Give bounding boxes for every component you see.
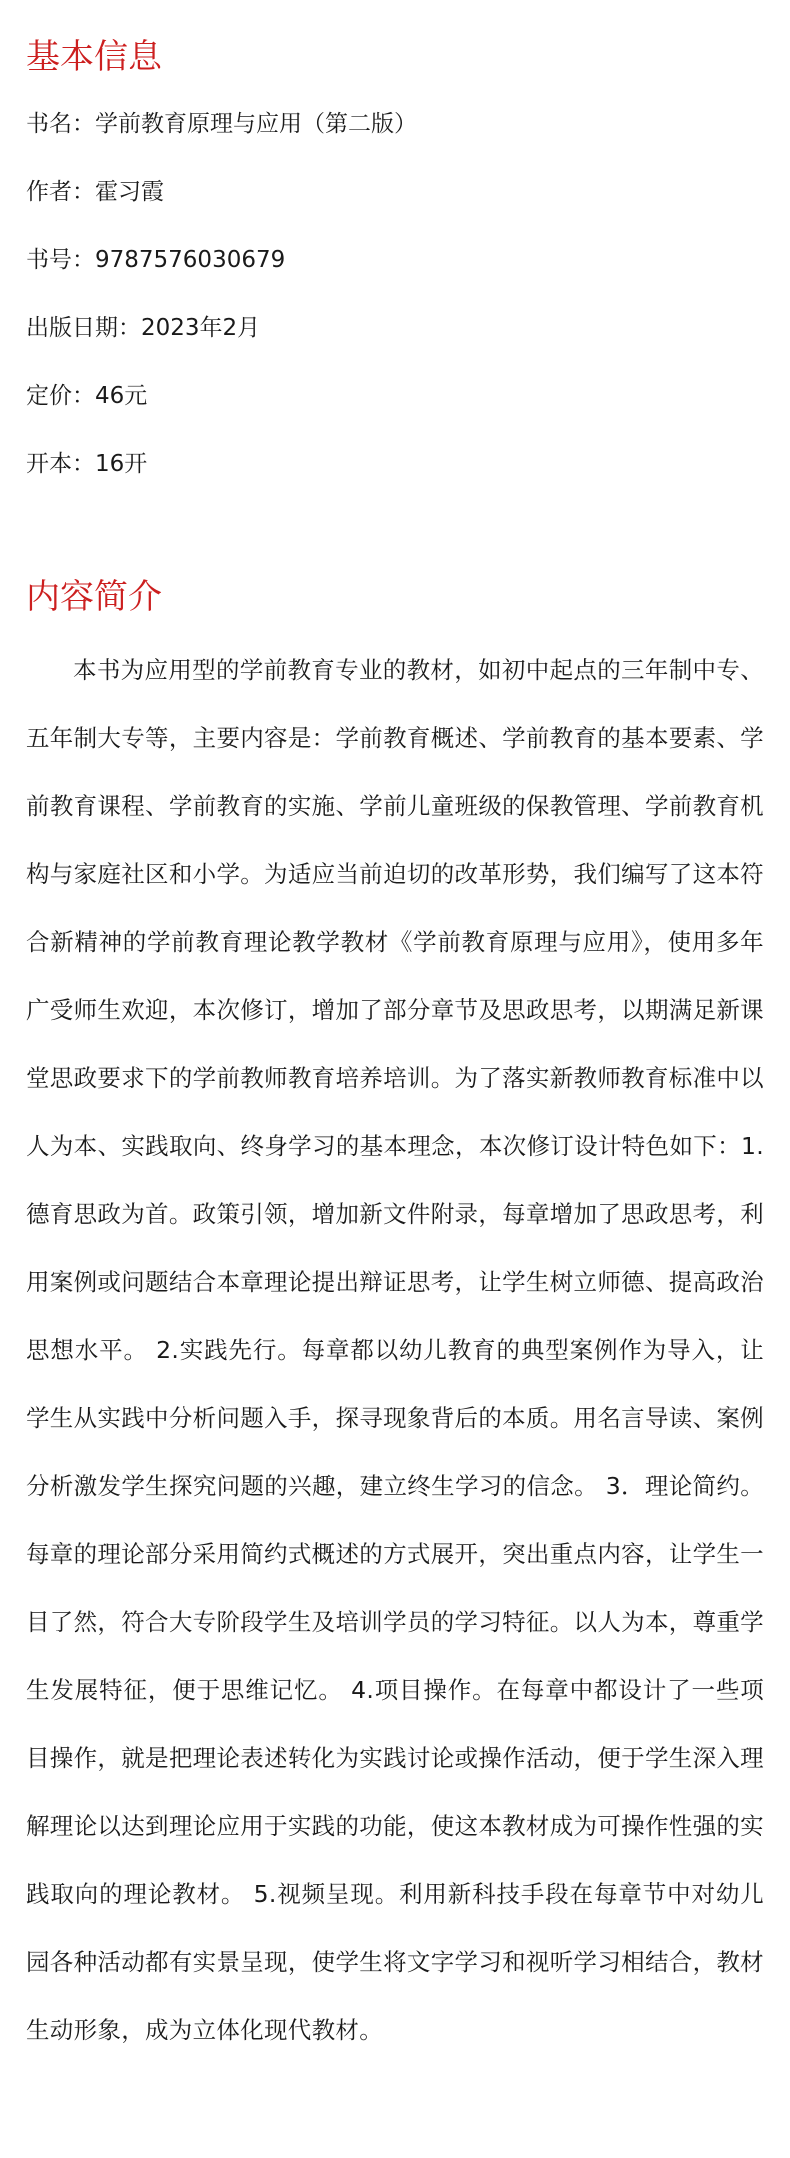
intro-body-text: 本书为应用型的学前教育专业的教材，如初中起点的三年制中专、五年制大专等，主要内容是：学前教育概述、学前教育的基本要素、学前教育课程、学前教育的实施、学前儿童班级的保教管理、学前教育机构与家庭社区和小学。为适应当前迫切的改革形势，我们编写了这本符合新精神的学前教育理论教学教材《学前教育原理与应用》，使用多年广受师生欢迎，本次修订，增加了部分章节及思政思考，以期满足新课堂思政要求下的学前教师教育培养培训。为了落实新教师教育标准中以人为本、实践取向、终身学习的基本理念，本次修订设计特色如下：1.德育思政为首。政策引领，增加新文件附录，每章增加了思政思考，利用案例或问题结合本章理论提出辩证思考，让学生树立师德、提高政治思想水平。 2.实践先行。每章都以幼儿教育的典型案例作为导入，让学生从实践中分析问题入手，探寻现象背后的本质。用名言导读、案例分析激发学生探究问题的兴趣，建立终生学习的信念。 3．理论简约。每章的理论部分采用简约式概述的方式展开，突出重点内容，让学生一目了然，符合大专阶段学生及培训学员的学习特征。以人为本，尊重学生发展特征，便于思维记忆。 4.项目操作。在每章中都设计了一些项目操作，就是把理论表述转化为实践讨论或操作活动，便于学生深入理解理论以达到理论应用于实践的功能，使这本教材成为可操作性强的实践取向的理论教材。 5.视频呈现。利用新科技手段在每章节中对幼儿园各种活动都有实景呈现，使学生将文字学习和视听学习相结合，教材生动形象，成为立体化现代教材。	[26, 656, 764, 2044]
intro-heading: 内容简介	[26, 577, 162, 617]
price-row: 定价：46元	[26, 383, 148, 409]
format-row: 开本：16开	[26, 451, 148, 477]
isbn-row: 书号：9787576030679	[26, 247, 286, 273]
basic-info-heading: 基本信息	[26, 37, 162, 77]
publish-date-row: 出版日期：2023年2月	[26, 315, 261, 341]
basic-info-list	[26, 108, 764, 480]
book-title-row: 书名：学前教育原理与应用（第二版）	[26, 111, 417, 137]
author-row: 作者：霍习霞	[26, 179, 164, 205]
